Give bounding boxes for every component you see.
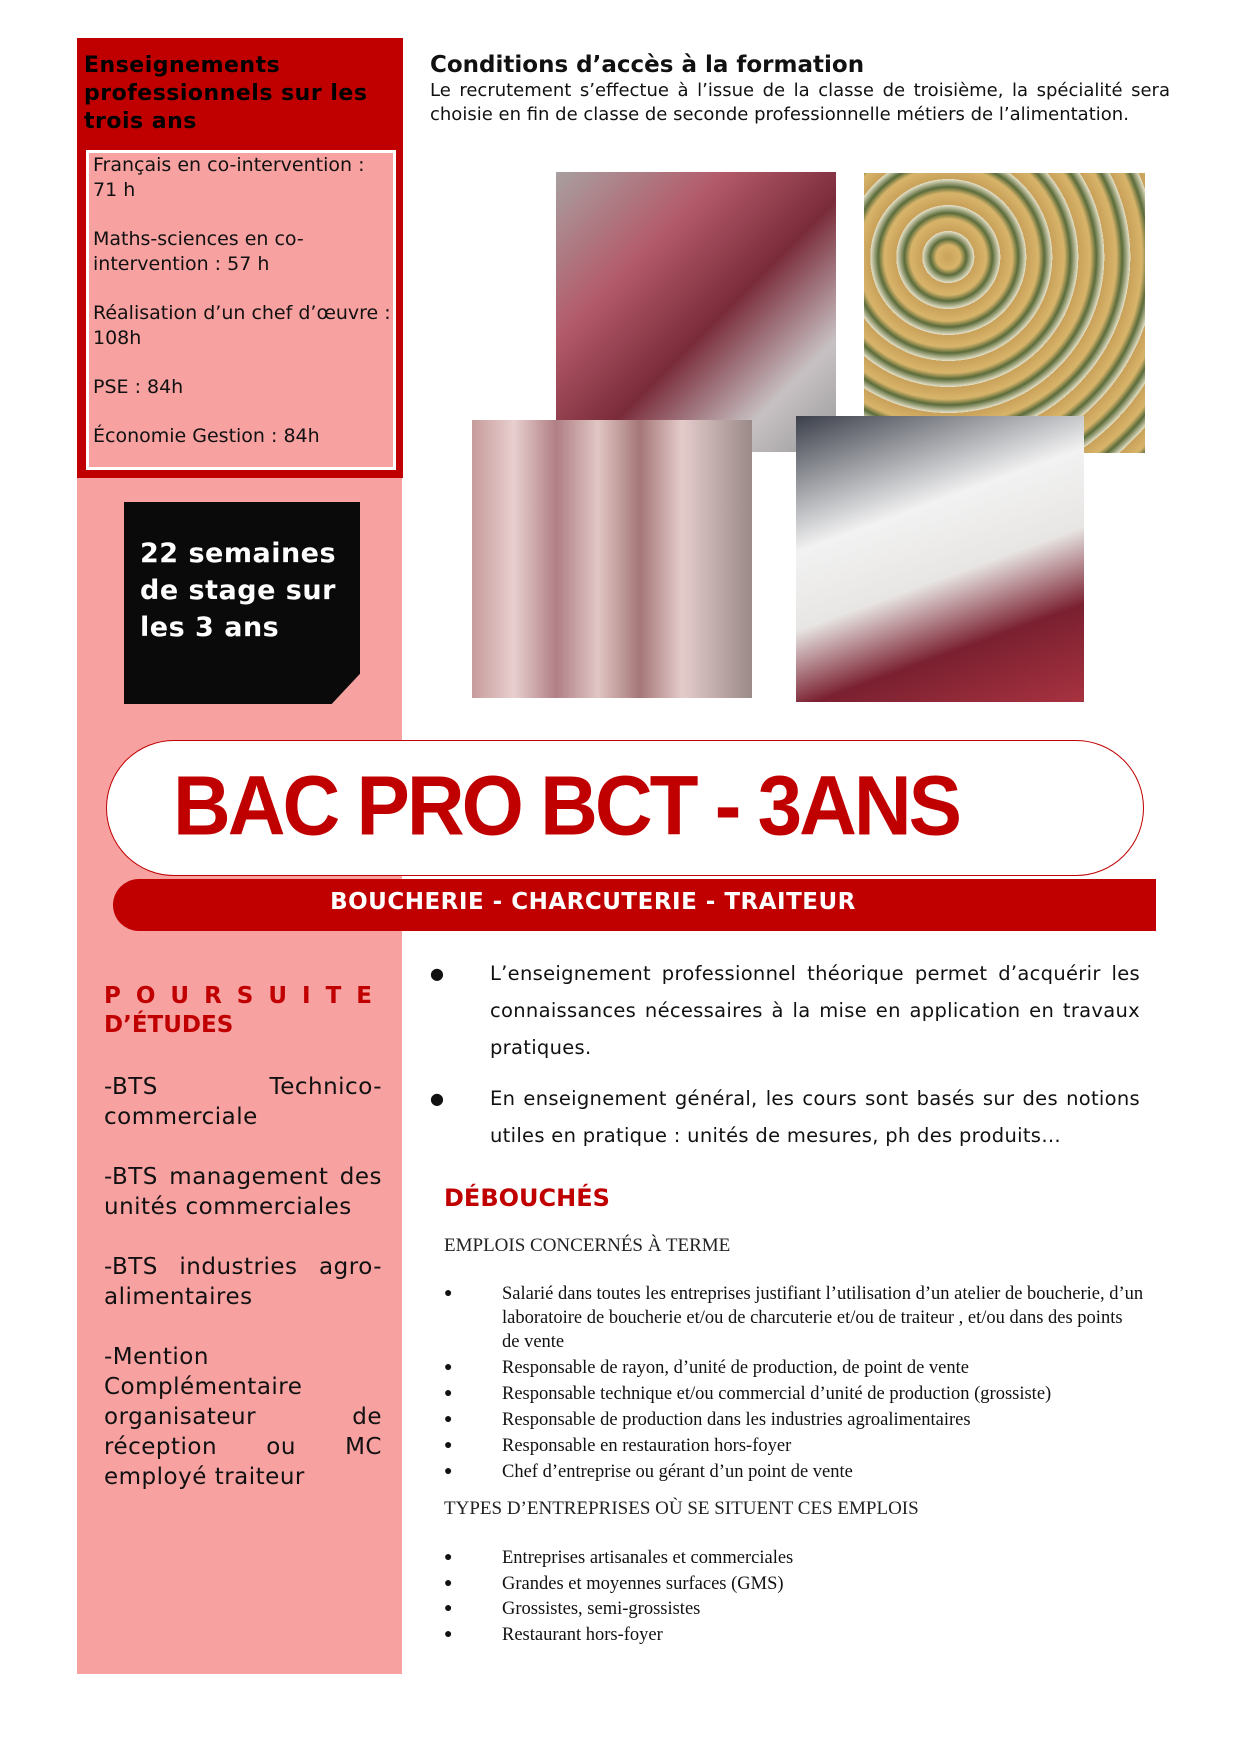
teaching-description xyxy=(430,955,1140,1168)
job-item xyxy=(444,1282,1144,1354)
bullet-icon: ● xyxy=(444,1464,453,1479)
list-item xyxy=(430,1080,1140,1154)
company-type-item xyxy=(444,1572,1144,1596)
job-item-text: Responsable en restauration hors-foyer xyxy=(502,1436,792,1456)
course-item: Maths-sciences en co-intervention : 57 h xyxy=(93,228,304,275)
list-item-text: L’enseignement professionnel théorique permet d’acquérir les connaissances nécessaires à la mise en application en travaux pratiques. xyxy=(490,962,1140,1059)
bullet-icon: ● xyxy=(444,1386,453,1401)
company-types-heading: TYPES D’ENTREPRISES OÙ SE SITUENT CES EMPLOIS xyxy=(444,1498,919,1519)
professional-courses-title: Enseignements professionnels sur les trois ans xyxy=(84,53,368,134)
job-item xyxy=(444,1460,1144,1484)
job-item-text: Salarié dans toutes les entreprises justifiant l’utilisation d’un atelier de boucherie, d’un laboratoire de boucherie et/ou de charcuterie et/ou de traiteur , et/ou dans des points de vente xyxy=(502,1284,1144,1352)
course-item: Français en co-intervention : 71 h xyxy=(93,154,365,201)
bullet-icon: ● xyxy=(444,1601,453,1616)
access-conditions-text: Le recrutement s’effectue à l’issue de la classe de troisième, la spécialité sera choisie en fin de classe de seconde professionnelle métiers de l’alimentation. xyxy=(430,80,1170,125)
company-type-item xyxy=(444,1597,1144,1621)
careers-title: DÉBOUCHÉS xyxy=(444,1184,610,1212)
further-study-item: -Mention Complémentaire organisateur de réception ou MC employé traiteur xyxy=(104,1344,382,1490)
further-studies-title-line2: D’ÉTUDES xyxy=(104,1012,234,1038)
bullet-icon: ● xyxy=(430,1089,445,1108)
bullet-icon: ● xyxy=(444,1360,453,1375)
company-type-text: Restaurant hors-foyer xyxy=(502,1624,663,1645)
further-studies-title xyxy=(104,982,387,1040)
list-item-text: En enseignement général, les cours sont basés sur des notions utiles en pratique : unités de mesures, ph des produits… xyxy=(490,1087,1140,1147)
further-study-item: -BTS industries agro-alimentaires xyxy=(104,1254,382,1310)
bullet-icon: ● xyxy=(444,1575,453,1591)
bullet-icon: ● xyxy=(444,1286,453,1301)
job-item xyxy=(444,1408,1144,1432)
bullet-icon: ● xyxy=(444,1550,453,1565)
further-studies-list xyxy=(104,1072,382,1522)
professional-courses-list xyxy=(86,150,396,470)
internship-text: 22 semaines de stage sur les 3 ans xyxy=(140,538,337,643)
further-studies-title-line1: POURSUITE xyxy=(104,983,387,1009)
course-item: Réalisation d’un chef d’œuvre : 108h xyxy=(93,302,391,349)
photo-catering-platter xyxy=(864,173,1145,453)
job-item-text: Responsable de rayon, d’unité de production, de point de vente xyxy=(502,1358,969,1378)
bullet-icon: ● xyxy=(444,1626,453,1642)
company-type-item xyxy=(444,1546,1144,1570)
course-item: PSE : 84h xyxy=(93,376,184,398)
further-study-item: -BTS management des unités commerciales xyxy=(104,1164,382,1220)
list-item xyxy=(430,955,1140,1066)
page-title: BAC PRO BCT - 3ANS xyxy=(172,758,960,853)
company-type-item xyxy=(444,1623,1144,1647)
job-item xyxy=(444,1382,1144,1406)
access-conditions-title: Conditions d’accès à la formation xyxy=(430,52,865,78)
job-item-text: Responsable de production dans les industries agroalimentaires xyxy=(502,1410,971,1430)
company-type-text: Entreprises artisanales et commerciales xyxy=(502,1548,794,1568)
photo-meat-carcass xyxy=(556,172,836,452)
company-type-text: Grandes et moyennes surfaces (GMS) xyxy=(502,1573,784,1594)
job-item xyxy=(444,1356,1144,1380)
company-types-list xyxy=(444,1546,1144,1648)
bullet-icon: ● xyxy=(444,1412,453,1427)
company-type-text: Grossistes, semi-grossistes xyxy=(502,1599,701,1619)
job-item xyxy=(444,1434,1144,1458)
course-item: Économie Gestion : 84h xyxy=(93,425,320,447)
photo-sausages xyxy=(472,420,752,698)
further-study-item: -BTS Technico-commerciale xyxy=(104,1074,382,1130)
bullet-icon: ● xyxy=(444,1438,453,1453)
jobs-heading: EMPLOIS CONCERNÉS À TERME xyxy=(444,1235,731,1256)
jobs-list xyxy=(444,1282,1144,1486)
job-item-text: Chef d’entreprise ou gérant d’un point de vente xyxy=(502,1462,853,1482)
page-subtitle: BOUCHERIE - CHARCUTERIE - TRAITEUR xyxy=(330,889,856,915)
photo-student-butcher xyxy=(796,416,1084,702)
bullet-icon: ● xyxy=(430,964,445,983)
job-item-text: Responsable technique et/ou commercial d’unité de production (grossiste) xyxy=(502,1384,1052,1404)
